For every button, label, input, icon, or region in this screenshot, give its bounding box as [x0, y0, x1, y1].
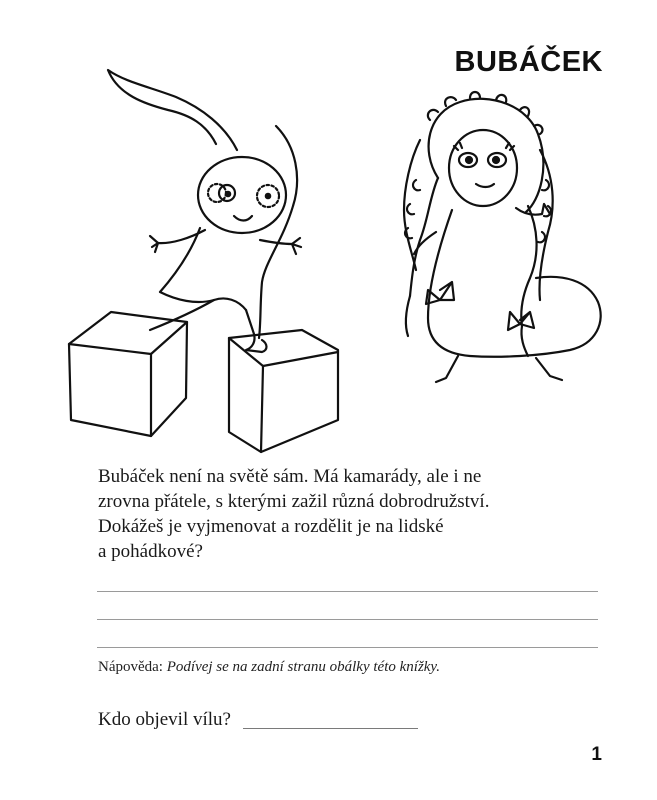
- answer-line[interactable]: [97, 591, 598, 592]
- hint-text: Podívej se na zadní stranu obálky této knížky.: [166, 659, 441, 675]
- intro-line: zrovna přátele, s kterými zažil různá dobrodružství.: [98, 491, 490, 512]
- answer-line[interactable]: [97, 647, 598, 648]
- bubacek-ghost-icon: [108, 70, 301, 352]
- hint-label: Nápověda:: [98, 659, 163, 675]
- answer-line[interactable]: [97, 619, 598, 620]
- curly-haired-girl-icon: [404, 92, 601, 382]
- cube-icon: [69, 312, 187, 436]
- question-text: Kdo objevil vílu?: [98, 709, 231, 730]
- question-answer-line[interactable]: [243, 728, 418, 729]
- hint: [98, 659, 440, 676]
- cube-icon: [229, 330, 338, 452]
- intro-line: Dokážeš je vyjmenovat a rozdělit je na lidské: [98, 516, 444, 537]
- intro-line: a pohádkové?: [98, 541, 203, 562]
- intro-paragraph: [98, 464, 618, 564]
- page-number: 1: [591, 744, 602, 765]
- intro-line: Bubáček není na světě sám. Má kamarády, ale i ne: [98, 466, 482, 487]
- page-title: BUBÁČEK: [454, 46, 603, 78]
